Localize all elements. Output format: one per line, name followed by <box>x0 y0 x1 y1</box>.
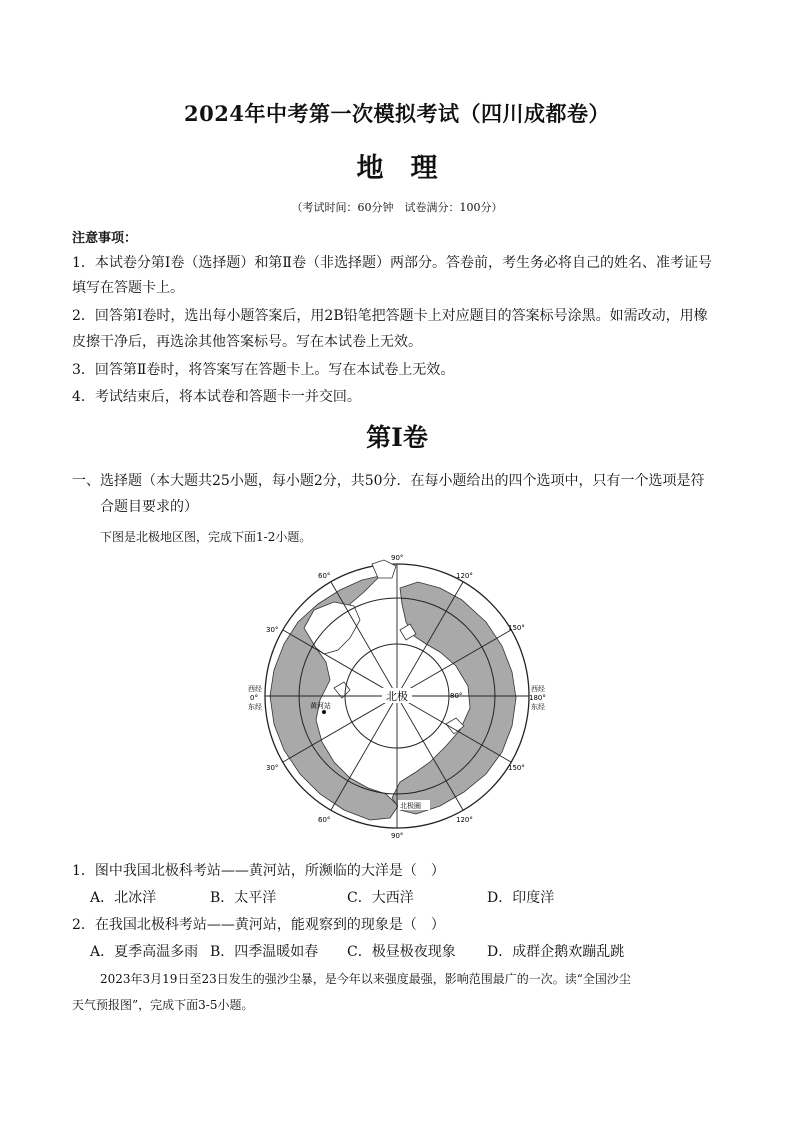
volume-title: 第Ⅰ卷 <box>366 423 428 452</box>
section-heading: 一、选择题（本大题共25小题，每小题2分，共50分．在每小题给出的四个选项中，只有一个选项是符 <box>72 473 705 489</box>
note-line: 皮擦干净后，再选涂其他答案标号。写在本试卷上无效。 <box>72 334 422 350</box>
note-line: 3．回答第Ⅱ卷时，将答案写在答题卡上。写在本试卷上无效。 <box>72 362 455 378</box>
west-longitude-label-right: 西经 <box>531 685 545 693</box>
east-longitude-label-right: 东经 <box>531 703 545 711</box>
deg-30-bl-label: 30° <box>266 764 279 772</box>
question-1-option-a[interactable]: A．北冰洋 <box>90 890 157 906</box>
zero-degree-label: 0° <box>250 694 258 702</box>
deg-30-l-label: 30° <box>266 626 279 634</box>
notes-heading: 注意事项： <box>72 231 138 246</box>
note-line: 填写在答题卡上。 <box>72 280 184 296</box>
exam-title: 2024年中考第一次模拟考试（四川成都卷） <box>184 101 610 126</box>
deg-150-r-label: 150° <box>508 624 525 632</box>
question-1-option-d[interactable]: D．印度洋 <box>487 890 555 906</box>
question-2-option-c[interactable]: C．极昼极夜现象 <box>347 944 456 960</box>
question-2-option-b[interactable]: B．四季温暖如春 <box>210 944 319 960</box>
deg-90-top-label: 90° <box>391 554 404 562</box>
lon-180-label: 180° <box>529 694 546 702</box>
deg-150-br-label: 150° <box>508 764 525 772</box>
deg-90-bottom-label: 90° <box>391 832 404 840</box>
question-2-option-a[interactable]: A．夏季高温多雨 <box>90 944 199 960</box>
passage-line-1: 2023年3月19日至23日发生的强沙尘暴，是今年以来强度最强，影响范围最广的一次。读“全国沙尘 <box>100 972 631 986</box>
north-pole-label: 北极 <box>386 690 408 703</box>
east-longitude-label: 东经 <box>248 703 262 711</box>
question-2-option-d[interactable]: D．成群企鹅欢蹦乱跳 <box>487 944 625 960</box>
deg-120-tr-label: 120° <box>456 572 473 580</box>
deg-60-bl-label: 60° <box>318 816 331 824</box>
deg-60-tl-label: 60° <box>318 572 331 580</box>
huanghe-station-label: 黄河站 <box>310 702 331 710</box>
lat-80-label: 80° <box>450 692 463 700</box>
exam-info: （考试时间：60分钟 试卷满分：100分） <box>291 201 503 214</box>
subject-title: 地 理 <box>356 153 438 184</box>
huanghe-station-marker <box>322 710 326 714</box>
question-1-option-b[interactable]: B．太平洋 <box>210 890 277 906</box>
passage-line-2: 天气预报图”，完成下面3-5小题。 <box>72 998 254 1012</box>
section-heading-cont: 合题目要求的） <box>100 499 198 515</box>
question-1-stem: 1．图中我国北极科考站——黄河站，所濒临的大洋是（ ） <box>72 863 445 879</box>
question-2-stem: 2．在我国北极科考站——黄河站，能观察到的现象是（ ） <box>72 917 445 933</box>
arctic-circle-label: 北极圈 <box>400 802 421 810</box>
map-intro: 下图是北极地区图，完成下面1-2小题。 <box>100 530 312 544</box>
note-line: 1．本试卷分第Ⅰ卷（选择题）和第Ⅱ卷（非选择题）两部分。答卷前，考生务必将自己的姓名、准考证号 <box>72 255 712 271</box>
note-line: 4．考试结束后，将本试卷和答题卡一并交回。 <box>72 389 361 405</box>
note-line: 2．回答第Ⅰ卷时，选出每小题答案后，用2B铅笔把答题卡上对应题目的答案标号涂黑。如需改动，用橡 <box>72 308 708 324</box>
deg-120-br-label: 120° <box>456 816 473 824</box>
west-longitude-label: 西经 <box>248 685 262 693</box>
question-1-option-c[interactable]: C．大西洋 <box>347 890 414 906</box>
arctic-map <box>250 548 550 848</box>
